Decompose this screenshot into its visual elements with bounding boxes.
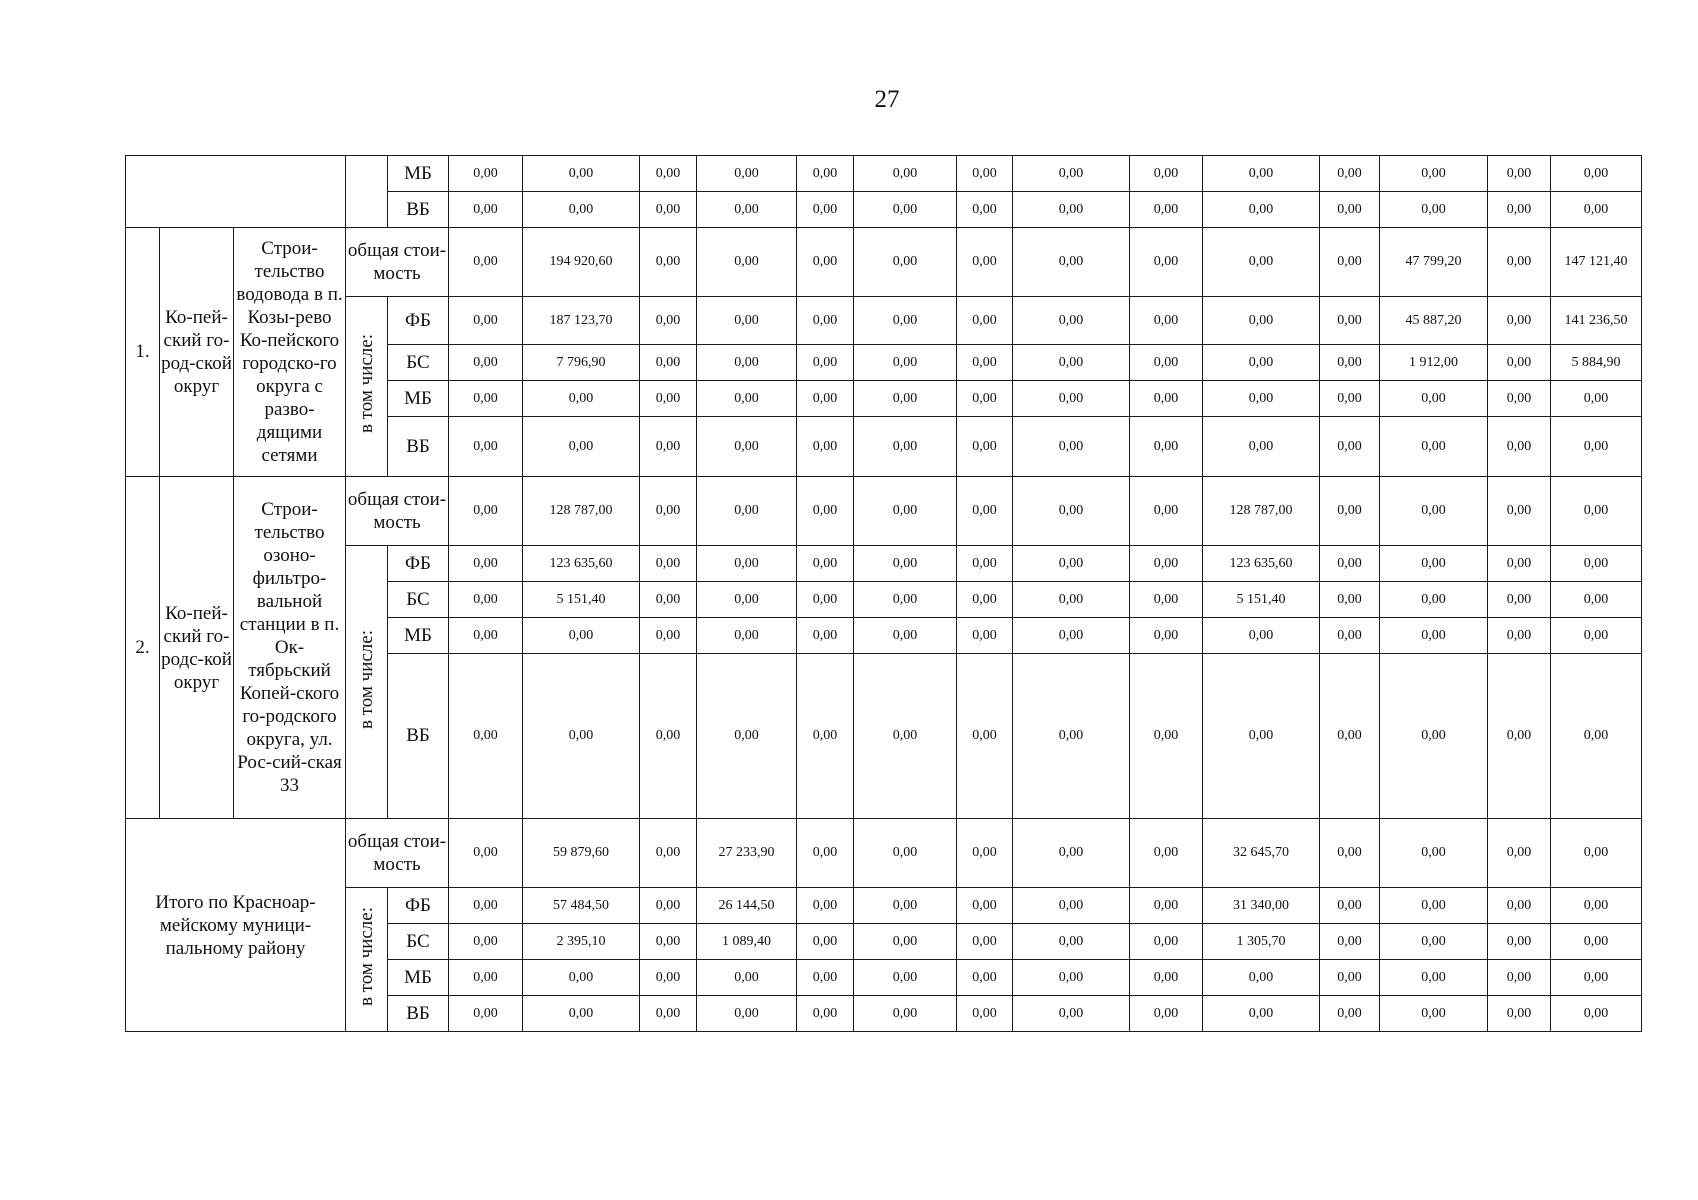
value-cell: 26 144,50 — [697, 888, 797, 924]
value-cell: 0,00 — [449, 381, 523, 417]
value-cell: 0,00 — [1488, 888, 1551, 924]
project-region: Ко-пей-ский го-род-ской округ — [160, 228, 234, 477]
grand-total-label: Итого по Красноар-мейскому муници-пальному району — [126, 819, 346, 1032]
total-cost-label: общая стои-мость — [346, 477, 449, 546]
value-cell: 0,00 — [1013, 654, 1130, 819]
value-cell: 0,00 — [1130, 819, 1203, 888]
value-cell: 0,00 — [1380, 381, 1488, 417]
value-cell: 0,00 — [1488, 996, 1551, 1032]
value-cell: 0,00 — [1488, 960, 1551, 996]
value-cell: 0,00 — [697, 582, 797, 618]
value-cell: 0,00 — [523, 156, 640, 192]
value-cell: 0,00 — [640, 477, 697, 546]
fund-label: ФБ — [388, 888, 449, 924]
fund-label: БС — [388, 582, 449, 618]
value-cell: 0,00 — [1203, 618, 1320, 654]
including-cell — [346, 888, 388, 1032]
value-cell: 0,00 — [1488, 417, 1551, 477]
fund-label: ВБ — [388, 417, 449, 477]
value-cell: 0,00 — [1380, 618, 1488, 654]
value-cell: 0,00 — [1551, 654, 1642, 819]
value-cell: 0,00 — [1013, 582, 1130, 618]
value-cell: 0,00 — [640, 960, 697, 996]
value-cell: 0,00 — [957, 618, 1013, 654]
value-cell: 0,00 — [1013, 192, 1130, 228]
value-cell: 0,00 — [1013, 477, 1130, 546]
value-cell: 0,00 — [640, 417, 697, 477]
value-cell: 0,00 — [1488, 654, 1551, 819]
value-cell: 0,00 — [1551, 156, 1642, 192]
value-cell: 128 787,00 — [1203, 477, 1320, 546]
value-cell: 0,00 — [797, 297, 854, 345]
value-cell: 0,00 — [957, 381, 1013, 417]
project-name: Строи-тельство озоно-фильтро-вальной станции в п. Ок-тябрьский Копей-ского го-родского округа, ул. Рос-сий-ская 33 — [234, 477, 346, 819]
value-cell: 0,00 — [640, 888, 697, 924]
value-cell: 0,00 — [523, 381, 640, 417]
value-cell: 0,00 — [640, 996, 697, 1032]
value-cell: 0,00 — [854, 345, 957, 381]
project-region: Ко-пей-ский го-родс-кой округ — [160, 477, 234, 819]
value-cell: 0,00 — [1320, 228, 1380, 297]
page-number: 27 — [874, 86, 900, 113]
value-cell: 0,00 — [1130, 618, 1203, 654]
value-cell: 59 879,60 — [523, 819, 640, 888]
value-cell: 0,00 — [1488, 345, 1551, 381]
value-cell: 0,00 — [1013, 381, 1130, 417]
fund-label: ФБ — [388, 546, 449, 582]
value-cell: 0,00 — [957, 192, 1013, 228]
value-cell: 0,00 — [1380, 888, 1488, 924]
value-cell: 0,00 — [1013, 297, 1130, 345]
value-cell: 0,00 — [1130, 228, 1203, 297]
value-cell: 0,00 — [449, 924, 523, 960]
value-cell: 0,00 — [1130, 960, 1203, 996]
value-cell: 0,00 — [1551, 819, 1642, 888]
value-cell: 0,00 — [640, 654, 697, 819]
budget-table — [125, 155, 1642, 1032]
value-cell: 0,00 — [449, 819, 523, 888]
value-cell: 0,00 — [1013, 888, 1130, 924]
value-cell: 0,00 — [1203, 228, 1320, 297]
value-cell: 0,00 — [797, 477, 854, 546]
value-cell: 0,00 — [449, 654, 523, 819]
value-cell: 0,00 — [1203, 417, 1320, 477]
including-cell — [346, 297, 388, 477]
value-cell: 0,00 — [957, 996, 1013, 1032]
value-cell: 0,00 — [697, 192, 797, 228]
fund-label: ВБ — [388, 192, 449, 228]
value-cell: 0,00 — [957, 477, 1013, 546]
fund-label: БС — [388, 924, 449, 960]
value-cell: 0,00 — [1130, 381, 1203, 417]
value-cell: 0,00 — [797, 228, 854, 297]
value-cell: 0,00 — [854, 618, 957, 654]
fund-label: ВБ — [388, 654, 449, 819]
value-cell: 0,00 — [523, 996, 640, 1032]
total-cost-label: общая стои-мость — [346, 819, 449, 888]
value-cell: 0,00 — [449, 618, 523, 654]
value-cell: 0,00 — [1320, 582, 1380, 618]
value-cell: 0,00 — [1488, 582, 1551, 618]
value-cell: 187 123,70 — [523, 297, 640, 345]
fund-row — [126, 888, 1642, 924]
value-cell: 0,00 — [854, 654, 957, 819]
value-cell: 0,00 — [957, 960, 1013, 996]
value-cell: 1 305,70 — [1203, 924, 1320, 960]
value-cell: 0,00 — [1320, 960, 1380, 996]
value-cell: 0,00 — [797, 192, 854, 228]
value-cell: 27 233,90 — [697, 819, 797, 888]
value-cell: 0,00 — [1551, 888, 1642, 924]
value-cell: 0,00 — [1130, 156, 1203, 192]
value-cell: 0,00 — [1320, 345, 1380, 381]
including-label: в том числе: — [355, 629, 377, 730]
value-cell: 0,00 — [640, 228, 697, 297]
value-cell: 0,00 — [1320, 156, 1380, 192]
value-cell: 0,00 — [697, 960, 797, 996]
value-cell: 0,00 — [1013, 546, 1130, 582]
value-cell: 0,00 — [449, 345, 523, 381]
value-cell: 0,00 — [697, 297, 797, 345]
value-cell: 0,00 — [797, 960, 854, 996]
value-cell: 0,00 — [1488, 228, 1551, 297]
value-cell: 0,00 — [1013, 618, 1130, 654]
value-cell: 0,00 — [854, 228, 957, 297]
value-cell: 5 151,40 — [1203, 582, 1320, 618]
value-cell: 0,00 — [1488, 297, 1551, 345]
project-index: 2. — [126, 477, 160, 819]
value-cell: 0,00 — [1203, 654, 1320, 819]
value-cell: 47 799,20 — [1380, 228, 1488, 297]
value-cell: 0,00 — [854, 819, 957, 888]
value-cell: 0,00 — [854, 924, 957, 960]
value-cell: 0,00 — [854, 888, 957, 924]
value-cell: 0,00 — [523, 192, 640, 228]
including-label: в том числе: — [355, 907, 377, 1007]
value-cell: 0,00 — [1551, 996, 1642, 1032]
value-cell: 0,00 — [1130, 924, 1203, 960]
value-cell: 0,00 — [1130, 654, 1203, 819]
value-cell: 0,00 — [797, 417, 854, 477]
value-cell: 0,00 — [697, 345, 797, 381]
value-cell: 0,00 — [797, 996, 854, 1032]
value-cell: 0,00 — [1203, 381, 1320, 417]
fund-label: МБ — [388, 156, 449, 192]
value-cell: 0,00 — [1320, 888, 1380, 924]
project-name: Строи-тельство водовода в п. Козы-рево Ко-пейского городско-го округа с разво-дящими сетями — [234, 228, 346, 477]
value-cell: 0,00 — [449, 960, 523, 996]
value-cell: 0,00 — [1203, 297, 1320, 345]
value-cell: 0,00 — [1488, 192, 1551, 228]
value-cell: 0,00 — [1203, 192, 1320, 228]
value-cell: 0,00 — [523, 960, 640, 996]
value-cell: 0,00 — [1380, 924, 1488, 960]
value-cell: 0,00 — [1320, 819, 1380, 888]
value-cell: 0,00 — [697, 417, 797, 477]
fund-row — [126, 297, 1642, 345]
value-cell: 0,00 — [1130, 546, 1203, 582]
value-cell: 0,00 — [797, 924, 854, 960]
value-cell: 2 395,10 — [523, 924, 640, 960]
value-cell: 0,00 — [1320, 618, 1380, 654]
project-index: 1. — [126, 228, 160, 477]
grand-total-row — [126, 819, 1642, 888]
value-cell: 0,00 — [523, 417, 640, 477]
value-cell: 0,00 — [640, 819, 697, 888]
value-cell: 0,00 — [797, 156, 854, 192]
value-cell: 7 796,90 — [523, 345, 640, 381]
value-cell: 0,00 — [797, 654, 854, 819]
value-cell: 0,00 — [1380, 192, 1488, 228]
value-cell: 5 151,40 — [523, 582, 640, 618]
value-cell: 194 920,60 — [523, 228, 640, 297]
fund-label: МБ — [388, 618, 449, 654]
fund-label: МБ — [388, 381, 449, 417]
value-cell: 0,00 — [1380, 819, 1488, 888]
value-cell: 0,00 — [1488, 546, 1551, 582]
table-row — [126, 156, 1642, 192]
value-cell: 0,00 — [1380, 546, 1488, 582]
value-cell: 0,00 — [1380, 960, 1488, 996]
value-cell: 0,00 — [1551, 924, 1642, 960]
value-cell: 0,00 — [1130, 477, 1203, 546]
value-cell: 0,00 — [854, 297, 957, 345]
value-cell: 0,00 — [449, 228, 523, 297]
value-cell: 0,00 — [797, 618, 854, 654]
value-cell: 0,00 — [1013, 996, 1130, 1032]
value-cell: 0,00 — [1551, 582, 1642, 618]
value-cell: 0,00 — [1013, 819, 1130, 888]
value-cell: 0,00 — [449, 582, 523, 618]
value-cell: 0,00 — [697, 381, 797, 417]
value-cell: 57 484,50 — [523, 888, 640, 924]
fund-row — [126, 546, 1642, 582]
value-cell: 0,00 — [449, 477, 523, 546]
value-cell: 0,00 — [449, 297, 523, 345]
value-cell: 0,00 — [1380, 417, 1488, 477]
value-cell: 0,00 — [854, 156, 957, 192]
value-cell: 0,00 — [1320, 381, 1380, 417]
value-cell: 0,00 — [1130, 192, 1203, 228]
value-cell: 0,00 — [957, 345, 1013, 381]
value-cell: 0,00 — [1488, 618, 1551, 654]
value-cell: 0,00 — [1551, 618, 1642, 654]
value-cell: 0,00 — [1320, 924, 1380, 960]
value-cell: 0,00 — [697, 477, 797, 546]
value-cell: 0,00 — [797, 819, 854, 888]
value-cell: 0,00 — [640, 618, 697, 654]
fund-label: БС — [388, 345, 449, 381]
value-cell: 0,00 — [957, 924, 1013, 960]
fund-label: ВБ — [388, 996, 449, 1032]
value-cell: 0,00 — [1551, 477, 1642, 546]
value-cell: 0,00 — [957, 654, 1013, 819]
value-cell: 0,00 — [523, 654, 640, 819]
value-cell: 0,00 — [854, 960, 957, 996]
value-cell: 0,00 — [697, 996, 797, 1032]
value-cell: 31 340,00 — [1203, 888, 1320, 924]
value-cell: 0,00 — [1380, 654, 1488, 819]
value-cell: 0,00 — [957, 156, 1013, 192]
value-cell: 0,00 — [957, 228, 1013, 297]
value-cell: 0,00 — [1203, 345, 1320, 381]
value-cell: 0,00 — [1488, 156, 1551, 192]
value-cell: 0,00 — [640, 582, 697, 618]
value-cell: 0,00 — [1488, 477, 1551, 546]
value-cell: 0,00 — [797, 888, 854, 924]
value-cell: 0,00 — [697, 156, 797, 192]
value-cell: 0,00 — [1320, 654, 1380, 819]
value-cell: 0,00 — [640, 924, 697, 960]
value-cell: 123 635,60 — [523, 546, 640, 582]
value-cell: 0,00 — [1320, 477, 1380, 546]
value-cell: 0,00 — [640, 297, 697, 345]
value-cell: 0,00 — [1013, 345, 1130, 381]
value-cell: 0,00 — [854, 192, 957, 228]
value-cell: 0,00 — [640, 156, 697, 192]
value-cell: 0,00 — [697, 228, 797, 297]
value-cell: 123 635,60 — [1203, 546, 1320, 582]
value-cell: 5 884,90 — [1551, 345, 1642, 381]
including-cell — [346, 546, 388, 819]
value-cell: 0,00 — [797, 582, 854, 618]
value-cell: 0,00 — [1130, 582, 1203, 618]
value-cell: 0,00 — [1551, 546, 1642, 582]
value-cell: 0,00 — [1320, 297, 1380, 345]
value-cell: 0,00 — [1203, 996, 1320, 1032]
value-cell: 0,00 — [1013, 228, 1130, 297]
value-cell: 0,00 — [854, 996, 957, 1032]
value-cell: 0,00 — [1551, 381, 1642, 417]
value-cell: 0,00 — [1130, 888, 1203, 924]
value-cell: 0,00 — [957, 888, 1013, 924]
value-cell: 1 912,00 — [1380, 345, 1488, 381]
project-total-row — [126, 228, 1642, 297]
value-cell: 0,00 — [697, 654, 797, 819]
value-cell: 0,00 — [1488, 924, 1551, 960]
value-cell: 0,00 — [1203, 156, 1320, 192]
value-cell: 0,00 — [1320, 417, 1380, 477]
value-cell: 0,00 — [449, 417, 523, 477]
empty-cell — [346, 156, 388, 228]
value-cell: 0,00 — [797, 381, 854, 417]
value-cell: 0,00 — [1380, 477, 1488, 546]
value-cell: 141 236,50 — [1551, 297, 1642, 345]
value-cell: 0,00 — [854, 417, 957, 477]
value-cell: 0,00 — [957, 546, 1013, 582]
including-label: в том числе: — [355, 334, 377, 434]
value-cell: 0,00 — [1130, 417, 1203, 477]
value-cell: 0,00 — [854, 546, 957, 582]
fund-label: ФБ — [388, 297, 449, 345]
value-cell: 0,00 — [1320, 546, 1380, 582]
value-cell: 0,00 — [1013, 960, 1130, 996]
value-cell: 0,00 — [854, 381, 957, 417]
value-cell: 0,00 — [854, 477, 957, 546]
value-cell: 0,00 — [1130, 345, 1203, 381]
value-cell: 0,00 — [1013, 924, 1130, 960]
value-cell: 0,00 — [1013, 156, 1130, 192]
value-cell: 0,00 — [523, 618, 640, 654]
value-cell: 0,00 — [1380, 582, 1488, 618]
value-cell: 0,00 — [449, 888, 523, 924]
value-cell: 0,00 — [1551, 192, 1642, 228]
value-cell: 0,00 — [1488, 819, 1551, 888]
value-cell: 0,00 — [957, 582, 1013, 618]
value-cell: 0,00 — [1380, 156, 1488, 192]
value-cell: 0,00 — [640, 546, 697, 582]
value-cell: 128 787,00 — [523, 477, 640, 546]
value-cell: 0,00 — [1380, 996, 1488, 1032]
value-cell: 0,00 — [1488, 381, 1551, 417]
value-cell: 147 121,40 — [1551, 228, 1642, 297]
empty-header-cell — [126, 156, 346, 228]
total-cost-label: общая стои-мость — [346, 228, 449, 297]
value-cell: 32 645,70 — [1203, 819, 1320, 888]
value-cell: 0,00 — [797, 546, 854, 582]
value-cell: 0,00 — [1320, 192, 1380, 228]
value-cell: 0,00 — [1130, 297, 1203, 345]
value-cell: 0,00 — [797, 345, 854, 381]
value-cell: 0,00 — [1320, 996, 1380, 1032]
value-cell: 0,00 — [640, 345, 697, 381]
value-cell: 0,00 — [1551, 960, 1642, 996]
project-total-row — [126, 477, 1642, 546]
value-cell: 1 089,40 — [697, 924, 797, 960]
value-cell: 0,00 — [697, 618, 797, 654]
value-cell: 0,00 — [1130, 996, 1203, 1032]
value-cell: 0,00 — [640, 192, 697, 228]
fund-label: МБ — [388, 960, 449, 996]
value-cell: 0,00 — [957, 297, 1013, 345]
value-cell: 0,00 — [697, 546, 797, 582]
value-cell: 0,00 — [957, 417, 1013, 477]
value-cell: 0,00 — [1203, 960, 1320, 996]
value-cell: 0,00 — [449, 996, 523, 1032]
value-cell: 0,00 — [449, 192, 523, 228]
value-cell: 0,00 — [854, 582, 957, 618]
value-cell: 0,00 — [1013, 417, 1130, 477]
value-cell: 0,00 — [449, 156, 523, 192]
value-cell: 0,00 — [640, 381, 697, 417]
value-cell: 45 887,20 — [1380, 297, 1488, 345]
value-cell: 0,00 — [1551, 417, 1642, 477]
value-cell: 0,00 — [449, 546, 523, 582]
value-cell: 0,00 — [957, 819, 1013, 888]
